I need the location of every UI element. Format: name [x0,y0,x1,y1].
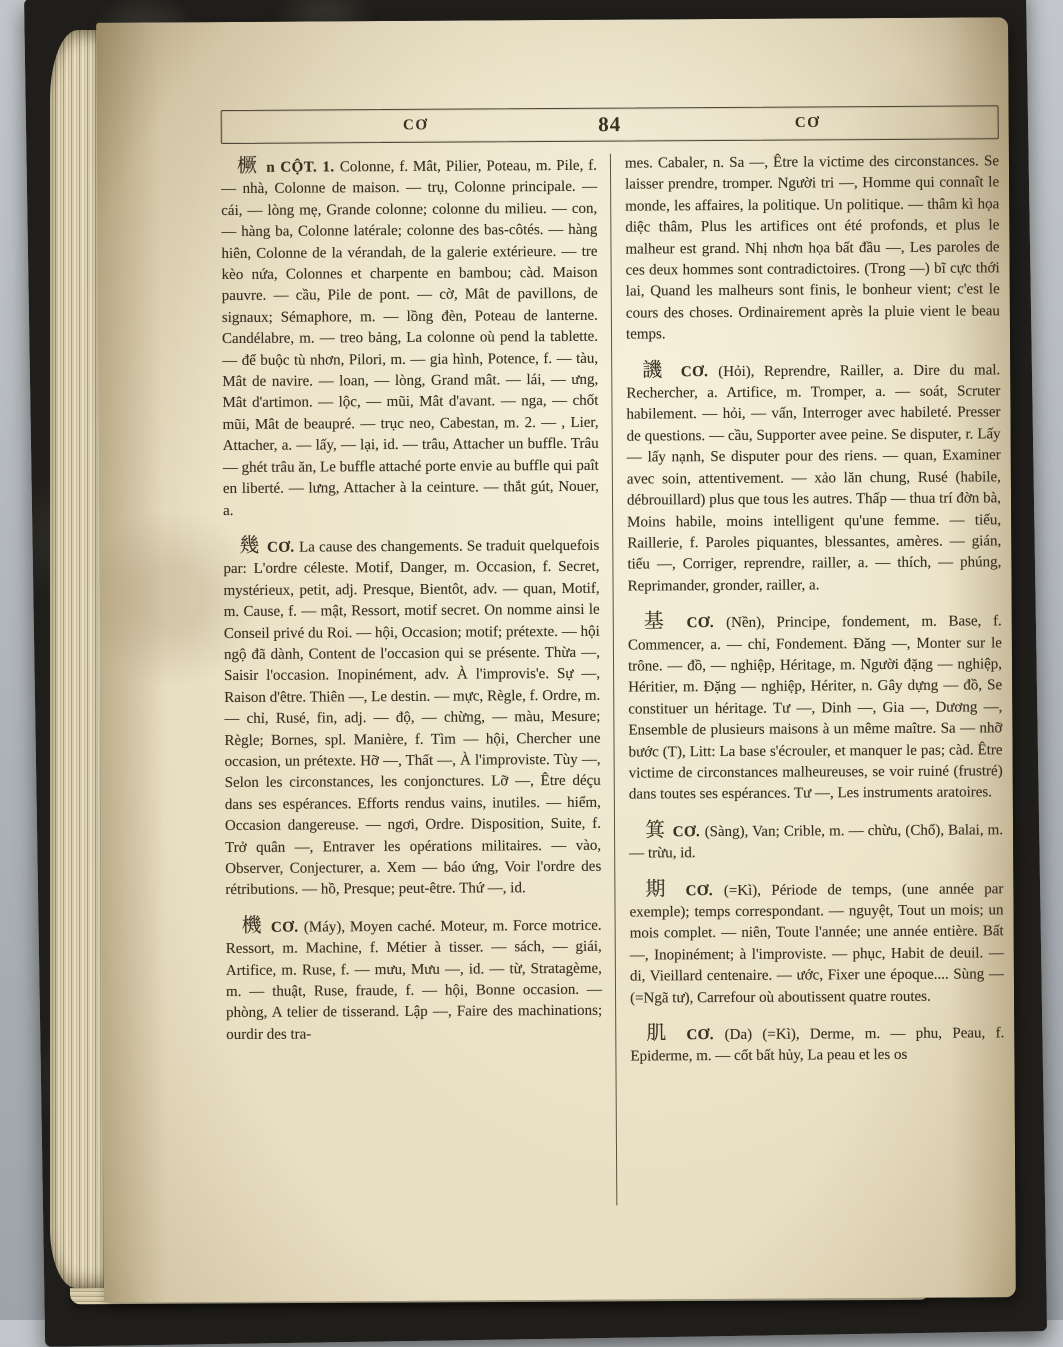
left-column [221,154,616,1208]
entry-text: (Da) (=Kì), Derme, m. — phu, Peau, f. Epiderme, m. — cốt bất hủy, La peau et les os [630,1025,1005,1065]
headword-label: CƠ. [686,615,727,632]
entry-text: La cause des changements. Se traduit quelquefois par: L'ordre céleste. Motif, Danger, m. Occasion, f. Secret, mystérieux, petit, adj. Presque, Bientôt, adv. — quan, Motif, m. Cause, f. — mật, Ressort, motif secret. On nomme ainsi le Conseil privé du Roi. — hội, Occasion; motif; prétexte. — hội ngộ đã dành, Content de l'occasion qui se présente. Thừa —, Saisir l'occasion. Inopinément, adv. À l'improvis'e. Sự —, Raison d'être. Thiên —, Le destin. — mực, Règle, f. Ordre, m. — chỉ, Rusé, fin, adj. — độ, — chừng, — màu, Mesure; Règle; Bornes, spl. Manière, f. Tìm — hội, Chercher une occasion, un prétexte. Hỡ —, Thất —, À l'improviste. Tùy —, Selon les circonstances, les conjonctures. Lỡ —, Être déçu dans ses espérances. Efforts rendus vains, inutiles. — hiểm, Occasion dangereuse. — ngơi, Ordre. Disposition, Suite, f. Trở quân —, Entraver les opérations militaires. — vào, Observer, Conjecturer, a. Xem — báo ứng, Voir l'ordre des rétributions. — hồ, Presque; peut-être. Thứ —, id. [223,537,602,899]
cjk-headword: 肌 [646,1022,687,1045]
cjk-headword: 箕 [644,819,673,842]
cjk-headword: 基 [643,610,687,633]
headword-label: CƠ. [270,919,304,936]
dictionary-page [96,17,1016,1303]
cjk-headword: 期 [645,877,686,901]
dictionary-entry [630,1021,1004,1068]
dictionary-entry [626,358,1001,598]
dictionary-entry [628,609,1003,806]
entry-text: (Máy), Moyen caché. Moteur, m. Force motrice. Ressort, m. Machine, f. Métier à tisser. — sách, — giái, Artifice, m. Ruse, f. — mưu, Mưu —, id. — từ, Stratagème, m. — thuật, Ruse, fraude, f. — hội, Bonne occasion. — phòng, A telier de tisserand. Lập —, Faire des machinations; ourdir des tra- [225,917,603,1043]
headword-label: CƠ. [672,823,705,841]
entry-text: (Hỏi), Reprendre, Railler, a. Dire du mal. Rechercher, a. Artifice, m. Tromper, a. — soát, Scruter habilement. — hỏi, — vấn, Interroger avec habileté. Presser de questions. — cầu, Supporter avee peine. Se disputer, r. Lấy — lấy nạnh, Se disputer pour des riens. — quan, Examiner avec soin, attentivement. — xảo lăn chung, Rusé (habile, débrouillard) plus que tous les autres. Thấp — thua trí đờn bà, Moins habile, moins intelligent qu'une femme. — tiếu, Raillerie, f. Paroles piquantes, blessantes, amères. — gián, tiếu —, Corriger, reprendre, railler, a. — thích, — phúng, Reprimander, gronder, railler, a. [626,361,1002,595]
headword-label: CƠ. [680,363,719,380]
dictionary-entry [629,818,1003,865]
entry-text: (=Kì), Période de temps, (une année par exemple); temps correspondant. — nguyệt, Tout un mois; un mois complet. — niên, Toute l'année; une année entière. Bất —, Inopinément; à l'improviste. — phục, Habit de deuil. — di, Vieillard centenaire. — ước, Fixer une époque.... Sùng — (=Ngã tư), Carrefour où aboutissent quatre routes. [629,880,1004,1007]
dictionary-entry [226,914,603,1047]
headword-label: CƠ. [686,1027,725,1044]
page-content [221,105,1006,1208]
dictionary-entry [221,154,599,522]
cjk-headword: 幾 [239,534,268,557]
header-guide-word-left: CƠ [402,117,429,134]
cjk-headword: 機 [241,914,272,937]
cjk-headword: 譏 [642,358,681,382]
entry-text: (Nền), Principe, fondement, m. Base, f. Commencer, a. — chỉ, Fondement. Đăng —, Monter sur le trône. — đồ, — nghiệp, Héritage, m. Người đặng — nghiệp, Héritier, m. Đặng — nghiệp, Hériter, n. Gây dựng — đồ, Se constituer un héritage. Tư —, Dinh —, Gia —, Dương —, Ensemble de plusieurs maisons à un même maître. Sa — nhỡ bước (T), Litt: La base s'écrouler, et manquer le pas; càd. Être victime de circonstances malheureuses, se voir ruiné (frustré) dans toutes ses espérances. Tư —, Les instruments aratoires. [627,613,1003,803]
dictionary-entry [629,877,1004,1010]
dictionary-entry [223,534,601,902]
headword-label: CƠ. [267,539,300,556]
page-number: 84 [598,112,622,137]
headword-label: CƠ. [685,882,724,899]
entry-text: (Sàng), Van; Crible, m. — chừu, (Chổ), Balai, m. — trừu, id. [629,822,1004,862]
running-header [221,105,999,144]
entry-text: Colonne, f. Mât, Pilier, Poteau, m. Pile, f. — nhà, Colonne de maison. — trụ, Colonne principale. — cái, — lòng mẹ, Grande colonne; colonne du milieu. — con, — hàng ba, Colonne latérale; colonne des bas-côtés. — hàng hiên, Colonne de la vérandah, de la galerie extérieure. — tre kèo nứa, Colonnes et charpente en bambou; càd. Maison pauvre. — cầu, Pile de pont. — cờ, Mât de pavillons, de signaux; Sémaphore, m. — lồng đèn, Poteau de lanterne. Candélabre, m. — treo bảng, La colonne où pend la tablette. — để buộc tù nhơn, Pilori, m. — gia hình, Potence, f. — tàu, Mât de navire. — loan, — lòng, Grand mât. — lái, — ưng, Mât d'artimon. — lộc, — mũi, Mât d'avant. — nga, — chốt mũi, Mât de beaupré. — trục neo, Cabestan, m. 2. — , Lier, Attacher, a. — lấy, — lại, id. — trâu, Attacher un buffle. Trâu — ghét trâu ăn, Le buffle attaché porte envie au buffle qui paît en liberté. — lưng, Attacher à la ceinture. — thắt gút, Nouer, a. [221,157,599,519]
entry-text: mes. Cabaler, n. Sa —, Être la victime des circonstances. Se laisser prendre, tromper. Người tri —, Homme qui connaît le monde, les affaires, la politique. Un politique. — thâm kì họa diệc thâm, Plus les artifices ont été profonds, et plus le malheur est grand. Nhị nhơn họa bất đầu —, Les paroles de ces deux hommes sont contradictoires. (Trong —) bĩ cực thới lai, Quand les malheurs sont finis, le bonheur vient; c'est le cours des choses. Ordinairement après la pluie vient le beau temps. [624,153,1000,343]
cjk-headword: 橛 [236,154,267,177]
two-column-text [221,151,1005,1208]
right-column [610,151,1005,1205]
header-guide-word-right: CƠ [794,114,821,132]
headword-label: n CỘT. 1. [266,159,340,176]
dictionary-entry [625,151,1000,346]
